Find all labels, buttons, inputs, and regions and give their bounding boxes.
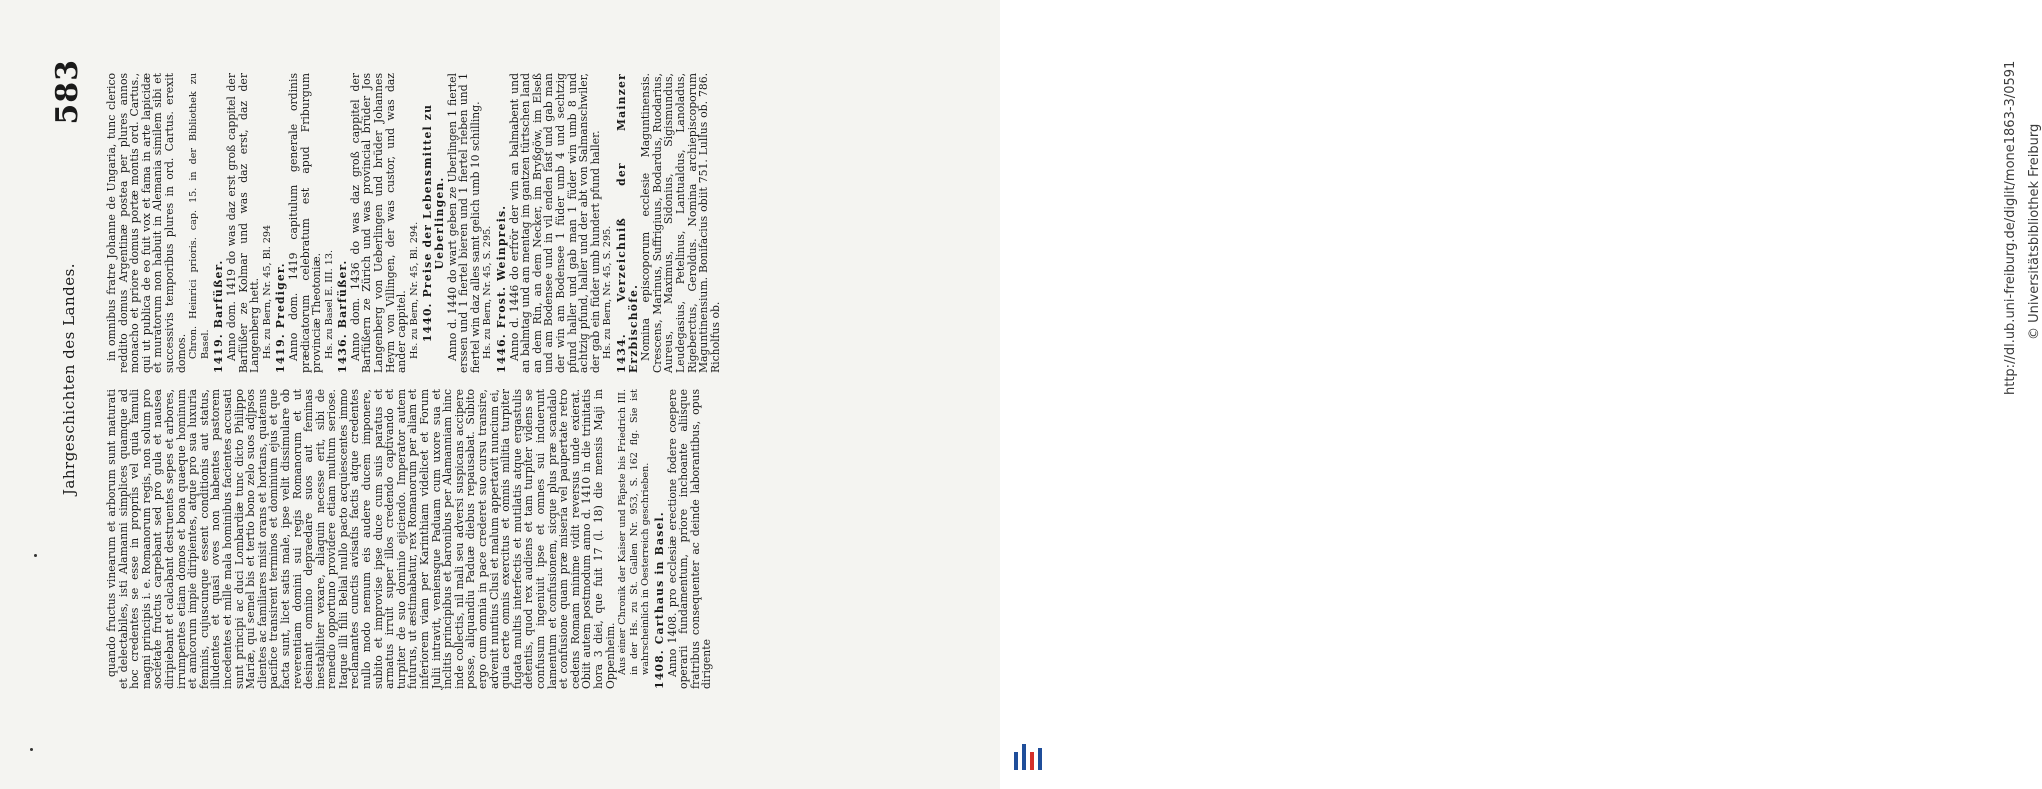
logo-bar-mid — [1022, 744, 1026, 770]
paragraph: Anno d. 1446 do erfrör der win an balmabent und an balmtag und am mentag im gantzen türtschen land an dem Rin, an dem Necker, im Bryßgöw, im Elseß und am Bodensee und in vil enden fast und gab man der win am Bodensee 1 füder umb 4 und sechtzig pfund haller und gab man 1 füder win umb 8 und achtzig pfund, haller und der abt von Salmanschwiler, der gab ein füder umb hundert pfund haller. — [507, 73, 602, 373]
citation: Chron. Heinrici prioris. cap. 15. in der Bibliothek zu Basel. — [188, 73, 211, 359]
citation: Hs. zu Bern, Nr. 45, Bl. 294. — [408, 221, 420, 359]
paragraph: Anno dom. 1419 do was daz erst groß cappitel der Barfüßer ze Kolmar und was daz erst, daz der Langenberg hett. — [224, 73, 262, 373]
section-heading: 1419. Prediger. — [274, 262, 288, 373]
rotated-page — [0, 0, 1000, 789]
citation: Hs. zu Bern, Nr. 45, Bl. 294 — [261, 224, 273, 359]
scanned-page — [0, 0, 1000, 789]
source-url[interactable]: http://dl.ub.uni-freiburg.de/diglit/mone1863-3/0591 — [2003, 60, 2018, 395]
logo-bar-left — [1014, 752, 1018, 770]
section-heading: 1440. Preise der Lebensmittel zu Ueberlingen. — [421, 103, 447, 343]
page-header — [50, 59, 88, 679]
speck-mark — [30, 748, 33, 751]
running-head: Jahrgeschichten des Landes. — [60, 262, 78, 496]
section-heading: 1419. Barfüßer. — [212, 259, 226, 373]
speck-mark — [34, 554, 37, 557]
side-strip — [1000, 0, 2042, 789]
paragraph: in omnibus fratre Johanne de Ungaria, tunc clerico reddito domus Argentinæ postea per plures annos monacho et priore domus portæ montis ord. Cartus., qui ut publica de eo fuit vox et fama in arte lapicidæ et muratorum non habuit in Alemania similem sibi et successivis temporibus plures in ord. Cartus. erexit domos. — [105, 73, 188, 373]
citation: Hs. zu Bern, Nr. 45, S. 295. — [602, 225, 614, 359]
paragraph: Anno 1408. pro ecclesiæ erectione fodere coepere operarii fundamentum, priore inchoante aliisque fratribus consequenter ac deinde laborantibus, opus dirigente — [665, 389, 714, 689]
left-text-column — [106, 389, 714, 689]
ub-freiburg-logo-icon[interactable] — [1012, 740, 1048, 776]
citation: Aus einer Chronik der Kaiser und Päpste bis Friedrich III. in der Hs. zu St. Gallen Nr. 953, S. 162 flg. Sie ist wahrscheinlich in Oesterreich geschrieben. — [617, 389, 652, 675]
logo-bar-right — [1038, 748, 1042, 770]
copyright-notice: © Universitätsbibliothek Freiburg — [2027, 123, 2042, 340]
section-heading: 1446. Frost. Weinpreis. — [495, 204, 508, 373]
paragraph: Anno dom. 1419 capitulum generale ordinis prædicatorum celebratum est apud Friburgum provinciæ Theotoniæ. — [286, 73, 324, 373]
paragraph: Anno dom. 1436 do was daz groß cappitel der Barfüßern ze Zürich und was provincial brüder Jos Langenberg von Ueberlingen und brüder Johannes Heym von Villingen, der was custor, und was daz ander cappitel. — [348, 73, 409, 373]
citation: Hs. zu Bern, Nr. 45, S. 295. — [482, 225, 494, 359]
logo-bar-accent — [1030, 752, 1034, 770]
paragraph: Nomina episcoporum ecclesie Maguntinensis. Crescens, Marinus, Suffrigiuus, Bodardus, Ruodarius, Aureus, Maximus, Sidonius, Sigismundus, Leudegasius, Petelinus, Lantualdus, Lanoladus, Rigeberctus, Geroldus. Nomina archiepiscoporum Maguntinensium. Bonifacius obiit 751. Lullus ob. 786. Richolfus ob. — [639, 73, 722, 373]
section-heading: 1434. Verzeichniß der Mainzer Erzbischöfe. — [614, 73, 640, 373]
section-heading: 1408. Carthaus in Basel. — [652, 511, 666, 689]
paragraph: quando fructus vinearum et arborum sunt maturati et delectabiles, isti Alamanni simplices quamque ad hoc credentes se esse in propriis vel quia famuli magni principis i. e. Romanorum regis, non solum pro sociétate fructus carpebant sed pro gula et nausea diripiebant et calcabant destruentes sepes et arbores, irrumpentes etiam domos et bona quaeque hominum et amicorum impie diripientes, atque pro sua luxuria feminis, cujuscunque essent conditionis aut status, illudentes et quasi oves non habentes pastorem incedentes et mille mala hominibus facientes accusati sunt principi ac duci Lombardiæ tunc dicto Philippo Mariæ, qui semel bis et tertio bono zelo suos adjpsos clientes ac familiares misit orans et hortans, quatenus pacifice transirent terminos et dominium ejus et que facta sunt, licet satis male, ipse velit dissimulare ob reverentiam domini sui regis Romanorum et ut desinant omnino depraedare suos aut feminas inestabiliter vexare, aliaquin necesse erit, sibi de remedio opportuno providere etiam multum seriose. Itaque illi filii Belial nullo pacto acquiescentes immo reclamantes cunctis avisatis factis atque credentes nullo modo nemum eis audere ducem imponere, subito et improvise ipse duce cum suis paratus et armatus irruit super illos credendo captivando et turpiter de suo dominio ejiciendo. Imperator autem futurus, ut æstimabatur, rex Romanorum per aliam et inferiorem viam per Karinthiam videlicet et Forum Julii intravit, veniensque Paduam cum uxore sua et inclitis principibus et baronibus per Alamanniam hinc inde collectis, nil mali seu adversi suspicans accipere posse, aliquandiu Paduæ diebus repausabat. Subito ergo cum omnia in pace crederet suo cursu transire, advenit nuntius Clusi et malum appertavit nuncium ei, quia certe omnis exercitus et omnis militia turpiter fugata multis interfectis et mutilatis atque ergastulis detentis, quod rex audiens et tam turpiter videns se confusum ingeniuit ipse et omnes sui induerunt lamentum et confusionem, sicque plus præ scandalo et confusione quam præ miseria vel paupertate retro cedens Romam minime vidit reversus unde exierat. Obiit autem postmodum anno d. 1410 in die trinitatis hora 3 diei, que fuit 17 (l. 18) die mensis Maji in Oppenheim. — [105, 389, 617, 689]
section-heading: 1436. Barfüßer. — [336, 259, 350, 373]
right-text-column — [106, 73, 722, 373]
citation: Hs. zu Basel E. III. 13. — [323, 250, 335, 359]
page-number: 583 — [50, 59, 85, 125]
paragraph: Anno d. 1440 do wart geben ze Uberlingen 1 fiertel erssen und 1 fiertel bieren und 1 fiertel rieben und 1 fiertel win daz alles samt gelich umb 10 schilling. — [445, 73, 482, 373]
